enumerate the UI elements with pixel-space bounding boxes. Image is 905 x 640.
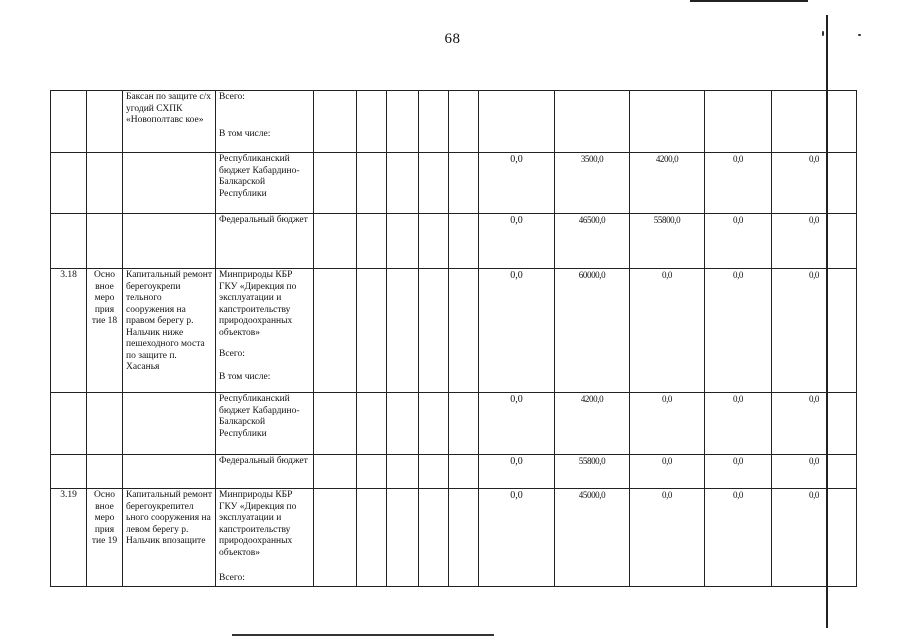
value-cell: 0,0	[705, 489, 772, 587]
value-cell: 55800,0	[555, 455, 630, 489]
table-row	[51, 489, 857, 587]
row-name	[123, 153, 216, 214]
row-type	[87, 455, 123, 489]
row-type	[87, 91, 123, 153]
value-cell: 3500,0	[555, 153, 630, 214]
table-row	[51, 214, 857, 269]
value-cell: 0,0	[772, 153, 857, 214]
value-cell: 4200,0	[630, 153, 705, 214]
value-cell: 0,0	[479, 393, 555, 455]
row-type	[87, 214, 123, 269]
value-cell: 0,0	[772, 455, 857, 489]
value-cell: 0,0	[705, 455, 772, 489]
scan-speck	[858, 34, 861, 36]
value-cell	[705, 91, 772, 153]
value-cell	[772, 91, 857, 153]
row-index	[51, 393, 87, 455]
row-name: Капитальный ремонт берегоукрепи тельного сооружения на правом берегу р. Нальчик ниже пешеходного моста по защите п. Хасанья	[123, 269, 216, 393]
value-cell: 4200,0	[555, 393, 630, 455]
row-type: Осно вное меро прия тие 18	[87, 269, 123, 393]
page-number: 68	[444, 31, 461, 47]
row-source: Республиканский бюджет Кабардино-Балкарской Республики	[216, 393, 314, 455]
row-type	[87, 393, 123, 455]
bottom-rule	[232, 634, 494, 636]
value-cell: 0,0	[479, 269, 555, 393]
value-cell: 45000,0	[555, 489, 630, 587]
row-index	[51, 455, 87, 489]
source-org: Минприроды КБР ГКУ «Дирекция по эксплуатации и капстроительству природоохранных объектов»	[219, 490, 297, 558]
source-org: Минприроды КБР ГКУ «Дирекция по эксплуатации и капстроительству природоохранных объектов»	[219, 270, 297, 338]
row-source: Республиканский бюджет Кабардино-Балкарской Республики	[216, 153, 314, 214]
row-index	[51, 153, 87, 214]
row-type	[87, 153, 123, 214]
budget-table	[50, 90, 857, 587]
source-including-label: В том числе:	[219, 371, 271, 382]
value-cell: 0,0	[705, 214, 772, 269]
value-cell: 0,0	[705, 269, 772, 393]
source-total-label: Всего:	[219, 573, 245, 583]
value-cell: 0,0	[705, 153, 772, 214]
source-including-label: В том числе:	[219, 128, 271, 139]
row-source	[216, 489, 314, 587]
value-cell: 0,0	[479, 455, 555, 489]
row-type: Осно вное меро прия тие 19	[87, 489, 123, 587]
row-index	[51, 214, 87, 269]
value-cell: 0,0	[479, 489, 555, 587]
value-cell: 0,0	[705, 393, 772, 455]
value-cell: 0,0	[772, 214, 857, 269]
value-cell: 55800,0	[630, 214, 705, 269]
row-name	[123, 455, 216, 489]
row-index: 3.18	[51, 269, 87, 393]
row-index: 3.19	[51, 489, 87, 587]
value-cell: 0,0	[630, 489, 705, 587]
table-row	[51, 153, 857, 214]
value-cell	[630, 91, 705, 153]
value-cell: 0,0	[772, 269, 857, 393]
value-cell: 0,0	[772, 489, 857, 587]
row-name	[123, 214, 216, 269]
row-source: Федеральный бюджет	[216, 455, 314, 489]
table-row	[51, 393, 857, 455]
value-cell: 0,0	[630, 269, 705, 393]
row-name	[123, 393, 216, 455]
row-source	[216, 269, 314, 393]
value-cell: 0,0	[772, 393, 857, 455]
value-cell	[555, 91, 630, 153]
value-cell: 0,0	[630, 455, 705, 489]
value-cell	[479, 91, 555, 153]
row-index	[51, 91, 87, 153]
value-cell: 0,0	[630, 393, 705, 455]
value-cell: 46500,0	[555, 214, 630, 269]
value-cell: 60000,0	[555, 269, 630, 393]
source-total-label: Всего:	[219, 349, 245, 359]
row-name: Баксан по защите с/х угодий СХПК «Новополтавс кое»	[123, 91, 216, 153]
table-row	[51, 91, 857, 153]
scan-speck	[822, 31, 824, 36]
row-source: Федеральный бюджет	[216, 214, 314, 269]
source-total-label: Всего:	[219, 92, 245, 102]
table-row	[51, 269, 857, 393]
row-source	[216, 91, 314, 153]
value-cell: 0,0	[479, 153, 555, 214]
row-name: Капитальный ремонт берегоукрепител ьного сооружения на левом берегу р. Нальчик впозащите	[123, 489, 216, 587]
table-row	[51, 455, 857, 489]
value-cell: 0,0	[479, 214, 555, 269]
scan-mark-top	[690, 0, 808, 2]
